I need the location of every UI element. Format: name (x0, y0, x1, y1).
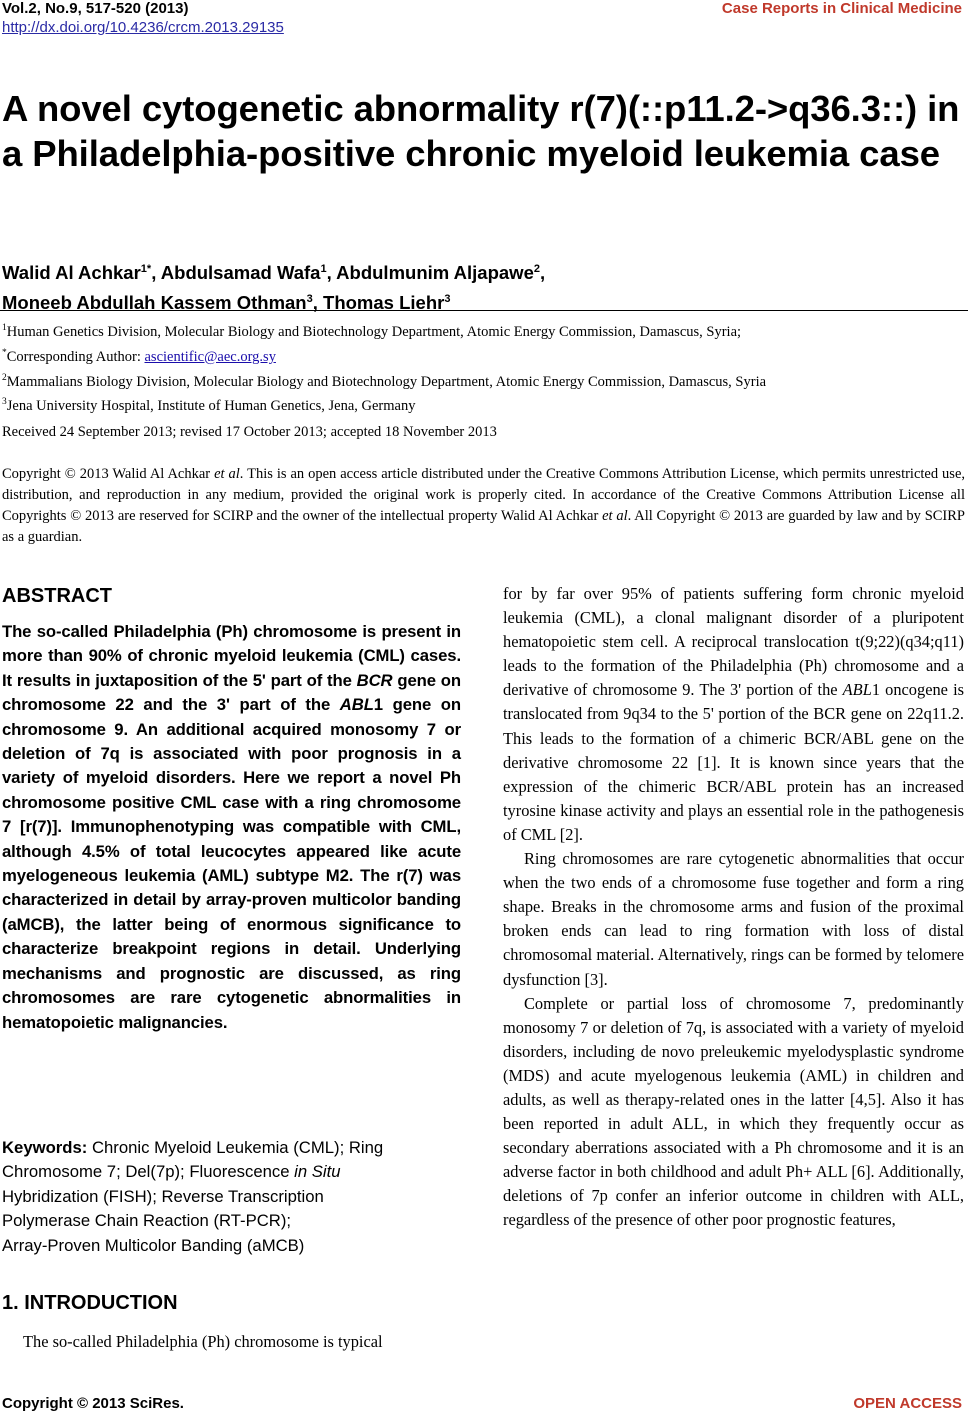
affiliation-sup: 1 (2, 323, 7, 333)
author-sup: 3 (306, 293, 313, 306)
author-name: Abdulmunim Aljapawe (336, 262, 534, 284)
copyright-text: Copyright © 2013 Walid Al Achkar (2, 466, 215, 482)
footer-open-access: OPEN ACCESS (853, 1395, 962, 1412)
author-sup: 2 (533, 263, 540, 275)
abstract-heading: ABSTRACT (2, 585, 112, 607)
affiliations (2, 318, 964, 417)
author-name: Moneeb Abdullah Kassem Othman (2, 292, 307, 314)
copyright-text: . This is an open access article distributed under the Creative Commons Attribution License, which permits unrestricted use, distribution, and reproduction in any medium, provided the original work is properly cited. In accordance of the Creative Commons Attribution License all Copyrights © 2013 are reserved for SCIRP and the owner of the intellectual property Walid Al Achkar (2, 466, 966, 524)
author-sup: 1 (320, 263, 327, 275)
paragraph-text: 1 oncogene is translocated from 9q34 to the 5' portion of the BCR gene on 22q11.2. This leads to the formation of a chimeric BCR/ABL gene on the derivative chromosome 22 [1]. It is known since years that the expression of the chimeric BCR/ABL protein has an increased tyrosine kinase activity and plays an essential role in the pathogenesis of CML [2]. (503, 680, 964, 844)
email-link[interactable]: ascientific@aec.org.sy (144, 348, 276, 365)
right-column-text (503, 582, 964, 1233)
abstract-text: The so-called Philadelphia (Ph) chromosome is present in more than 90% of chronic myeloid leukemia (CML) cases. It results in juxtaposition of the 5' part of the (2, 622, 461, 690)
keywords (2, 1136, 461, 1258)
intro-paragraph-3: Complete or partial loss of chromosome 7, predominantly monosomy 7 or deletion of 7q, is associated with a variety of myeloid disorders, including de novo preleukemic myelodysplastic syndrome (MDS) and acute myelogenous leukemia (AML) in children and adults, as well as therapy-related ones in the latter [4,5]. Also it has been reported in adult ALL, in which they frequently occur as secondary aberrations associated with a Ph chromosome and it is an adverse factor in both childhood and adult Ph+ ALL [6]. Additionally, deletions of 7p confer an inferior outcome in children with ALL, regardless of the presence of other poor prognostic features, (503, 993, 964, 1230)
keywords-italic: in Situ (294, 1162, 341, 1182)
affiliation-3 (2, 392, 964, 417)
author-sup: 1* (140, 263, 152, 275)
introduction-heading: 1. INTRODUCTION (2, 1292, 178, 1314)
keywords-text: Array-Proven Multicolor Banding (aMCB) (2, 1235, 305, 1255)
keywords-text: Polymerase Chain Reaction (RT-PCR); (2, 1211, 292, 1231)
author-name: Abdulsamad Wafa (160, 262, 321, 284)
article-title: A novel cytogenetic abnormality r(7)(::p11.2->q36.3::) in a Philadelphia-positive chronic myeloid leukemia case (2, 88, 960, 174)
affiliation-1 (2, 318, 964, 343)
gene-bcr: BCR (356, 670, 393, 690)
copyright-notice (2, 464, 965, 548)
abstract-body (2, 620, 461, 1035)
intro-paragraph-1 (503, 582, 964, 847)
affiliation-text: Mammalians Biology Division, Molecular Biology and Biotechnology Department, Atomic Energy Commission, Damascus, Syria (6, 373, 767, 390)
volume-info: Vol.2, No.9, 517-520 (2013) (2, 0, 189, 17)
introduction-first-line: The so-called Philadelphia (Ph) chromosome is typical (23, 1332, 383, 1351)
affiliation-sup: 3 (2, 397, 7, 408)
affiliation-text: Human Genetics Division, Molecular Biology and Biotechnology Department, Atomic Energy Commission, Damascus, Syria; (6, 323, 742, 340)
affiliation-text: Jena University Hospital, Institute of Human Genetics, Jena, Germany (6, 398, 416, 415)
keywords-text: Chronic Myeloid Leukemia (CML); Ring Chromosome 7; Del(7p); Fluorescence (2, 1138, 384, 1182)
corresponding-label: Corresponding Author: (6, 348, 145, 365)
author-name: Thomas Liehr (323, 292, 445, 314)
intro-paragraph-2: Ring chromosomes are rare cytogenetic abnormalities that occur when the two ends of a chromosome fuse together and form a ring shape. Breaks in the chromosome arms and fusion of the proximal broken ends can lead to ring formation with loss of distal chromosomal material. Alternatively, rings can be formed by telomere dysfunction [3]. (503, 849, 964, 989)
author-name: Walid Al Achkar (2, 262, 141, 284)
corresponding-author (2, 343, 964, 368)
paragraph-text: for by far over 95% of patients suffering form chronic myeloid leukemia (CML), a clonal malignant disorder of a pluripotent hematopoietic stem cell. A reciprocal translocation t(9;22)(q34;q11) leads to the formation of the Philadelphia (Ph) chromosome and a derivative of chromosome 9. The 3' portion of the (503, 584, 964, 700)
author-sup: 3 (444, 293, 451, 306)
doi-link[interactable]: http://dx.doi.org/10.4236/crcm.2013.29135 (2, 19, 284, 36)
keywords-text: Hybridization (FISH); Reverse Transcription (2, 1186, 324, 1206)
footer-copyright: Copyright © 2013 SciRes. (2, 1395, 184, 1412)
gene-abl: ABL (842, 680, 872, 700)
copyright-etal: et al (602, 508, 628, 524)
abstract-text: gene on chromosome 22 and the 3' part of the (2, 670, 461, 715)
affiliation-2 (2, 368, 964, 393)
affiliation-sup: * (2, 347, 7, 358)
journal-name: Case Reports in Clinical Medicine (721, 0, 962, 17)
abstract-text: 1 gene on chromosome 9. An additional acquired monosomy 7 or deletion of 7q is associated with poor prognosis in a variety of myeloid disorders. Here we report a novel Ph chromosome positive CML case with a ring chromosome 7 [r(7)]. Immunophenotyping was compatible with CML, although 4.5% of total leucocytes appeared like acute myelogeneous leukemia (AML) subtype M2. The r(7) was characterized in detail by array-proven multicolor banding (aMCB), the latter being of enormous significance to characterize breakpoint regions in detail. Underlying mechanisms and prognostic are discussed, as ring chromosomes are rare cytogenetic abnormalities in hematopoietic malignancies. (2, 695, 461, 1032)
received-dates: Received 24 September 2013; revised 17 October 2013; accepted 18 November 2013 (2, 424, 497, 440)
keywords-label: Keywords: (2, 1138, 88, 1157)
header-rule (0, 310, 968, 311)
gene-abl: ABL (339, 695, 374, 715)
affiliation-sup: 2 (2, 372, 7, 383)
copyright-etal: et al (214, 466, 240, 482)
author-list: Walid Al Achkar$^{1*}$, Abdulsamad Wafa$^1$, Abdulmunim Aljapawe$^2$, Moneeb Abdullah Kassem Othman$^3$, Thomas Liehr$^3$ (2, 262, 546, 314)
copyright-text: . All Copyright © 2013 are guarded by law and by SCIRP as a guardian. (2, 508, 965, 545)
